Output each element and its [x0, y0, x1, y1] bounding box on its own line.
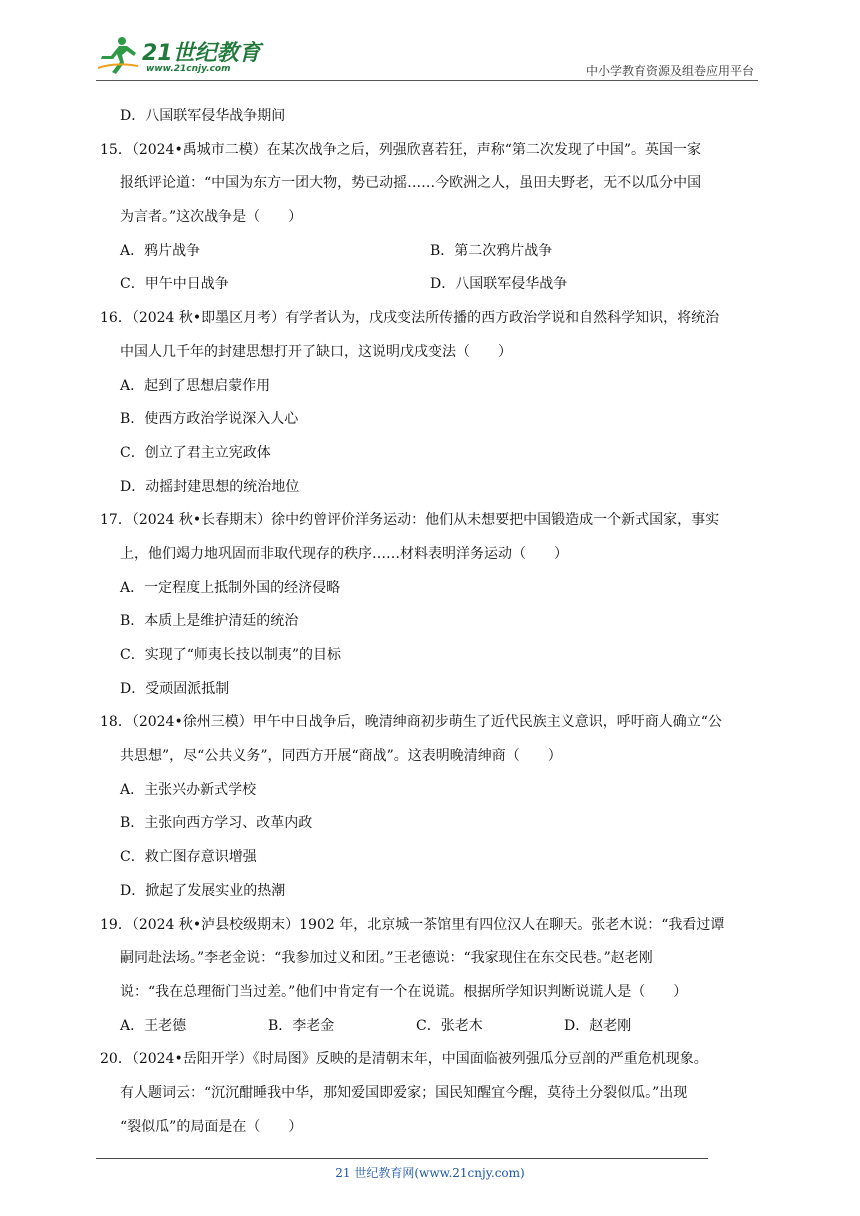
option-text: C．创立了君主立宪政体 [120, 444, 271, 461]
question-list [100, 100, 760, 1144]
question-stem-continued: 中国人几千年的封建思想打开了缺口，这说明戊戌变法（ ） [120, 343, 512, 360]
question-stem: 20．（2024•岳阳开学）《时局图》反映的是清朝末年，中国面临被列强瓜分豆剖的严重危机现象。 [100, 1051, 708, 1068]
footer-text: 21 世纪教育网(www.21cnjy.com) [335, 1166, 525, 1180]
question-stem-continued: 有人题词云：“沉沉酣睡我中华，那知爱国即爱家；国民知醒宜今醒，莫待土分裂似瓜。”出现 [120, 1084, 688, 1101]
question-stem-continued: 说：“我在总理衙门当过差。”他们中肯定有一个在说谎。根据所学知识判断说谎人是（ ） [120, 983, 688, 1000]
option-text: C．实现了“师夷长技以制夷”的目标 [120, 647, 342, 663]
option-text: B．主张向西方学习、改革内政 [120, 815, 313, 832]
option-text: D．掀起了发展实业的热潮 [120, 882, 286, 899]
question-stem: 17．（2024 秋•长春期末）徐中约曾评价洋务运动：他们从未想要把中国锻造成一个新式国家，事实 [100, 512, 720, 529]
option-text: C．救亡图存意识增强 [120, 849, 257, 866]
option-row [100, 268, 760, 302]
header-divider [96, 80, 758, 81]
question-stem-continued: 报纸评论道：“中国为东方一团大物，势已动摇……今欧洲之人，虽田夫野老，无不以瓜分中国 [120, 175, 702, 192]
question-stem-continued: 为言者。”这次战争是（ ） [120, 209, 303, 226]
running-figure-icon [96, 34, 140, 78]
option-text: C．张老木 [416, 1017, 483, 1034]
option-text: D．八国联军侵华战争期间 [120, 108, 286, 124]
question-stem-continued: “裂似瓜”的局面是在（ ） [120, 1118, 303, 1135]
option-text: A．一定程度上抵制外国的经济侵略 [120, 579, 341, 596]
question-stem: 16．（2024 秋•即墨区月考）有学者认为，戊戌变法所传播的西方政治学说和自然科学知识，将统治 [100, 310, 720, 327]
question-stem-continued: 共思想”，尽“公共义务”，同西方开展“商战”。这表明晚清绅商（ ） [120, 748, 562, 765]
option-row [100, 1010, 760, 1044]
option-text: A．王老德 [120, 1017, 187, 1034]
option-row [100, 235, 760, 269]
question-stem-continued: 嗣同赴法场。”李老金说：“我参加过义和团。”王老德说：“我家现住在东交民巷。”赵老刚 [120, 950, 653, 967]
question-stem: 19．（2024 秋•泸县校级期末）1902 年，北京城一茶馆里有四位汉人在聊天。张老木说：“我看过谭 [100, 916, 725, 933]
option-text: B．本质上是维护清廷的统治 [120, 613, 299, 630]
logo-url: www.21cnjy.com [146, 64, 231, 74]
site-logo [96, 34, 266, 78]
question-stem-continued: 上，他们竭力地巩固而非取代现存的秩序……材料表明洋务运动（ ） [120, 545, 568, 562]
option-text: B．第二次鸦片战争 [430, 242, 553, 259]
option-text: A．鸦片战争 [120, 242, 201, 259]
option-text: D．八国联军侵华战争 [430, 276, 568, 293]
footer-divider [96, 1158, 708, 1159]
logo-text: 21世纪教育 [142, 41, 261, 66]
option-text: D．赵老刚 [564, 1017, 632, 1034]
question-stem: 18．（2024•徐州三模）甲午中日战争后，晚清绅商初步萌生了近代民族主义意识，呼吁商人确立“公 [100, 714, 722, 731]
option-text: A．主张兴办新式学校 [120, 781, 257, 798]
option-text: D．受顽固派抵制 [120, 680, 230, 697]
option-text: B．使西方政治学说深入人心 [120, 411, 299, 428]
option-text: C．甲午中日战争 [120, 276, 229, 293]
option-text: B．李老金 [268, 1017, 335, 1034]
header-tagline: 中小学教育资源及组卷应用平台 [585, 64, 754, 78]
option-text: D．动摇封建思想的统治地位 [120, 478, 300, 495]
option-text: A．起到了思想启蒙作用 [120, 377, 271, 394]
question-stem: 15．（2024•禹城市二模）在某次战争之后，列强欣喜若狂，声称“第二次发现了中国”。英国一家 [100, 141, 702, 158]
page-header [96, 30, 756, 82]
